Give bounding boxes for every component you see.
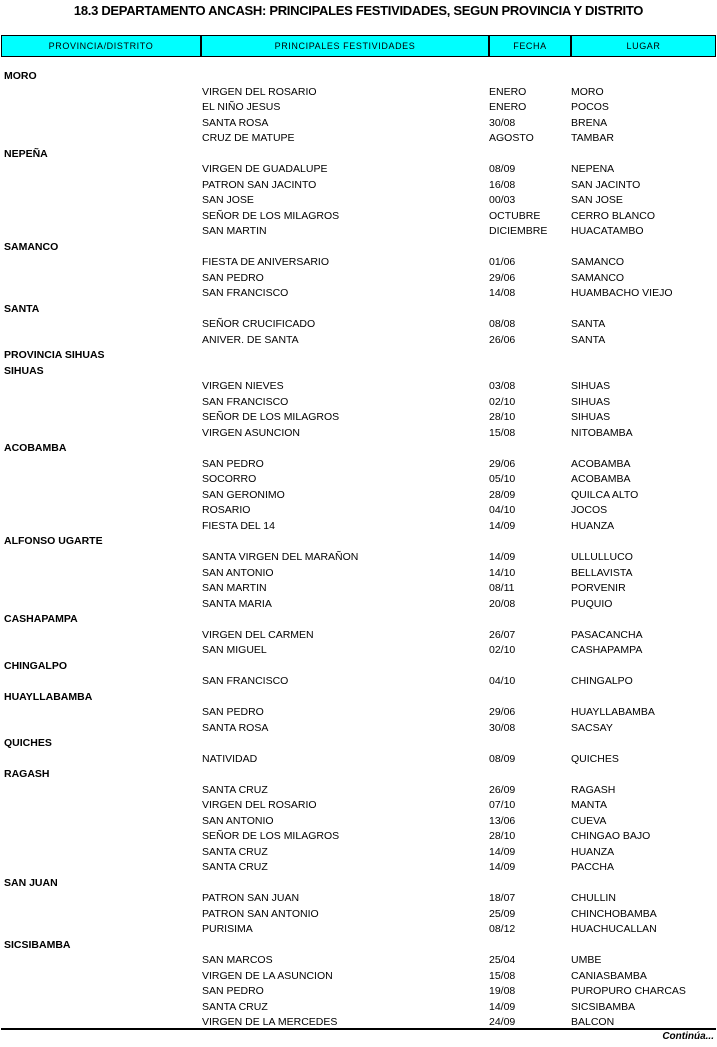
bottom-rule	[1, 1028, 716, 1030]
lugar-cell: NITOBAMBA	[571, 426, 633, 439]
header-provincia-distrito: PROVINCIA/DISTRITO	[48, 41, 154, 51]
fecha-cell: 28/10	[489, 830, 516, 843]
table-row	[0, 705, 717, 721]
fecha-cell: 25/09	[489, 907, 516, 920]
lugar-cell: UMBE	[571, 954, 602, 967]
fecha-cell: 07/10	[489, 799, 516, 812]
lugar-cell: MORO	[571, 85, 604, 98]
group-label: QUICHES	[4, 737, 52, 750]
table-row	[0, 209, 717, 225]
lugar-cell: SAN JACINTO	[571, 178, 641, 191]
festividad-cell: SAN PEDRO	[202, 271, 264, 284]
table-row	[0, 581, 717, 597]
fecha-cell: 14/09	[489, 519, 516, 532]
festividad-cell: VIRGEN DE LA MERCEDES	[202, 1016, 338, 1029]
table-row	[0, 426, 717, 442]
table-row	[0, 100, 717, 116]
fecha-cell: 14/09	[489, 1000, 516, 1013]
table-row	[0, 891, 717, 907]
festividad-cell: SANTA CRUZ	[202, 845, 268, 858]
fecha-cell: 18/07	[489, 892, 516, 905]
lugar-cell: SAMANCO	[571, 256, 625, 269]
fecha-cell: 16/08	[489, 178, 516, 191]
table-row	[0, 131, 717, 147]
fecha-cell: 02/10	[489, 644, 516, 657]
festividad-cell: NATIVIDAD	[202, 752, 258, 765]
fecha-cell: ENERO	[489, 101, 527, 114]
table-row	[0, 472, 717, 488]
table-row	[0, 566, 717, 582]
table-body	[0, 69, 717, 1031]
fecha-cell: 14/09	[489, 861, 516, 874]
festividad-cell: SAN PEDRO	[202, 706, 264, 719]
group-label: RAGASH	[4, 768, 50, 781]
lugar-cell: CUEVA	[571, 814, 607, 827]
fecha-cell: 24/09	[489, 1016, 516, 1029]
fecha-cell: 08/09	[489, 163, 516, 176]
fecha-cell: 25/04	[489, 954, 516, 967]
table-row	[0, 860, 717, 876]
table-row	[0, 550, 717, 566]
fecha-cell: 20/08	[489, 597, 516, 610]
festividad-cell: SAN PEDRO	[202, 457, 264, 470]
header-lugar: LUGAR	[570, 36, 715, 56]
fecha-cell: AGOSTO	[489, 132, 534, 145]
festividad-cell: VIRGEN DEL ROSARIO	[202, 85, 317, 98]
fecha-cell: 14/09	[489, 845, 516, 858]
fecha-cell: 14/10	[489, 566, 516, 579]
festividad-cell: SAN ANTONIO	[202, 814, 274, 827]
fecha-cell: 14/09	[489, 550, 516, 563]
group-label: SAN JUAN	[4, 876, 58, 889]
lugar-cell: BRENA	[571, 116, 608, 129]
fecha-cell: 29/06	[489, 271, 516, 284]
group-label: PROVINCIA SIHUAS	[4, 349, 105, 362]
group-label: SANTA	[4, 302, 40, 315]
lugar-cell: PORVENIR	[571, 582, 626, 595]
table-row	[0, 162, 717, 178]
lugar-cell: SANTA	[571, 318, 606, 331]
festividad-cell: FIESTA DEL 14	[202, 519, 275, 532]
fecha-cell: 03/08	[489, 380, 516, 393]
lugar-cell: ACOBAMBA	[571, 457, 631, 470]
lugar-cell: NEPENA	[571, 163, 615, 176]
festividad-cell: FIESTA DE ANIVERSARIO	[202, 256, 330, 269]
lugar-cell: PUQUIO	[571, 597, 613, 610]
group-label: HUAYLLABAMBA	[4, 690, 93, 703]
fecha-cell: 08/09	[489, 752, 516, 765]
festividad-cell: SAN FRANCISCO	[202, 395, 289, 408]
fecha-cell: 08/08	[489, 318, 516, 331]
festividad-cell: PURISIMA	[202, 923, 253, 936]
group-label: NEPEÑA	[4, 147, 48, 160]
continues-label: Continúa...	[662, 1031, 714, 1042]
lugar-cell: QUICHES	[571, 752, 619, 765]
table-row	[0, 628, 717, 644]
festividad-cell: SAN MARTIN	[202, 225, 267, 238]
fecha-cell: 28/10	[489, 411, 516, 424]
festividad-cell: SAN ANTONIO	[202, 566, 274, 579]
lugar-cell: ACOBAMBA	[571, 473, 631, 486]
festividad-cell: SAN FRANCISCO	[202, 287, 289, 300]
festividad-cell: SANTA VIRGEN DEL MARAÑON	[202, 550, 359, 563]
table-row	[0, 457, 717, 473]
lugar-cell: TAMBAR	[571, 132, 614, 145]
group-label: CHINGALPO	[4, 659, 67, 672]
fecha-cell: 30/08	[489, 721, 516, 734]
lugar-cell: MANTA	[571, 799, 607, 812]
table-row	[0, 503, 717, 519]
table-row	[0, 783, 717, 799]
header-fecha: FECHA	[488, 36, 570, 56]
lugar-cell: SICSIBAMBA	[571, 1000, 636, 1013]
group-label: CASHAPAMPA	[4, 613, 78, 626]
festividad-cell: SEÑOR DE LOS MILAGROS	[202, 411, 340, 424]
festividad-cell: SANTA CRUZ	[202, 783, 268, 796]
festividad-cell: SAN MARCOS	[202, 954, 273, 967]
festividad-cell: SEÑOR DE LOS MILAGROS	[202, 209, 340, 222]
lugar-cell: SACSAY	[571, 721, 613, 734]
fecha-cell: 26/09	[489, 783, 516, 796]
table-row	[0, 597, 717, 613]
festividad-cell: VIRGEN DE LA ASUNCION	[202, 969, 333, 982]
table-row	[0, 1000, 717, 1016]
table-row	[0, 814, 717, 830]
lugar-cell: SIHUAS	[571, 411, 611, 424]
festividad-cell: SANTA CRUZ	[202, 861, 268, 874]
festividad-cell: ANIVER. DE SANTA	[202, 333, 299, 346]
festividad-cell: SANTA ROSA	[202, 721, 269, 734]
festividad-cell: EL NIÑO JESUS	[202, 101, 281, 114]
festividad-cell: CRUZ DE MATUPE	[202, 132, 295, 145]
fecha-cell: 04/10	[489, 675, 516, 688]
table-row	[0, 178, 717, 194]
lugar-cell: CHULLIN	[571, 892, 616, 905]
lugar-cell: RAGASH	[571, 783, 616, 796]
fecha-cell: DICIEMBRE	[489, 225, 548, 238]
festividad-cell: SEÑOR CRUCIFICADO	[202, 318, 316, 331]
festividad-cell: SANTA CRUZ	[202, 1000, 268, 1013]
festividad-cell: SAN FRANCISCO	[202, 675, 289, 688]
festividad-cell: VIRGEN DEL CARMEN	[202, 628, 314, 641]
table-row	[0, 193, 717, 209]
table-row	[0, 721, 717, 737]
lugar-cell: PUROPURO CHARCAS	[571, 985, 686, 998]
table-row	[0, 333, 717, 349]
festividad-cell: VIRGEN DEL ROSARIO	[202, 799, 317, 812]
fecha-cell: 29/06	[489, 457, 516, 470]
table-row	[0, 798, 717, 814]
table-row	[0, 922, 717, 938]
fecha-cell: 26/07	[489, 628, 516, 641]
lugar-cell: HUAYLLABAMBA	[571, 706, 655, 719]
fecha-cell: 26/06	[489, 333, 516, 346]
header-principales-festividades: PRINCIPALES FESTIVIDADES	[200, 36, 488, 56]
festividad-cell: SAN MIGUEL	[202, 644, 267, 657]
lugar-cell: BELLAVISTA	[571, 566, 633, 579]
festividad-cell: SANTA MARIA	[202, 597, 272, 610]
festividad-cell: PATRON SAN JUAN	[202, 892, 300, 905]
lugar-cell: SIHUAS	[571, 395, 611, 408]
fecha-cell: 02/10	[489, 395, 516, 408]
table-row	[0, 752, 717, 768]
festividad-cell: VIRGEN DE GUADALUPE	[202, 163, 328, 176]
group-label: MORO	[4, 70, 37, 82]
fecha-cell: 28/09	[489, 488, 516, 501]
lugar-cell: HUANZA	[571, 519, 615, 532]
festividad-cell: VIRGEN ASUNCION	[202, 426, 301, 439]
lugar-cell: HUAMBACHO VIEJO	[571, 287, 673, 300]
festividad-cell: SANTA ROSA	[202, 116, 269, 129]
table-row	[0, 317, 717, 333]
festividad-cell: VIRGEN NIEVES	[202, 380, 284, 393]
table-row	[0, 488, 717, 504]
lugar-cell: CANIASBAMBA	[571, 969, 647, 982]
lugar-cell: CASHAPAMPA	[571, 644, 643, 657]
table-row	[0, 674, 717, 690]
lugar-cell: SANTA	[571, 333, 606, 346]
fecha-cell: 08/11	[489, 582, 515, 595]
lugar-cell: JOCOS	[571, 504, 608, 517]
page-title: 18.3 DEPARTAMENTO ANCASH: PRINCIPALES FESTIVIDADES, SEGUN PROVINCIA Y DISTRITO	[73, 3, 644, 18]
lugar-cell: SIHUAS	[571, 380, 611, 393]
table-row	[0, 271, 717, 287]
lugar-cell: QUILCA ALTO	[571, 488, 639, 501]
lugar-cell: POCOS	[571, 101, 609, 114]
table-row	[0, 410, 717, 426]
table-row	[0, 907, 717, 923]
table-row	[0, 255, 717, 271]
table-row	[0, 116, 717, 132]
table-header	[1, 35, 716, 57]
fecha-cell: 14/08	[489, 287, 516, 300]
table-row	[0, 379, 717, 395]
festividad-cell: SAN MARTIN	[202, 582, 267, 595]
table-row	[0, 395, 717, 411]
lugar-cell: CERRO BLANCO	[571, 209, 656, 222]
festividad-cell: SOCORRO	[202, 473, 257, 486]
fecha-cell: 13/06	[489, 814, 516, 827]
table-row	[0, 953, 717, 969]
fecha-cell: 08/12	[489, 923, 516, 936]
lugar-cell: PACCHA	[571, 861, 614, 874]
festividad-cell: SEÑOR DE LOS MILAGROS	[202, 830, 340, 843]
fecha-cell: 15/08	[489, 426, 516, 439]
table-row	[0, 984, 717, 1000]
lugar-cell: HUACATAMBO	[571, 225, 644, 238]
lugar-cell: CHINGALPO	[571, 675, 633, 688]
table-row	[0, 519, 717, 535]
fecha-cell: 30/08	[489, 116, 516, 129]
fecha-cell: 29/06	[489, 706, 516, 719]
table-row	[0, 643, 717, 659]
fecha-cell: 19/08	[489, 985, 516, 998]
lugar-cell: ULLULLUCO	[571, 550, 633, 563]
lugar-cell: HUANZA	[571, 845, 615, 858]
lugar-cell: SAN JOSE	[571, 194, 623, 207]
lugar-cell: CHINGAO BAJO	[571, 830, 651, 843]
lugar-cell: BALCON	[571, 1016, 615, 1029]
fecha-cell: 00/03	[489, 194, 516, 207]
lugar-cell: PASACANCHA	[571, 628, 643, 641]
table-row	[0, 224, 717, 240]
fecha-cell: ENERO	[489, 85, 527, 98]
table-row	[0, 829, 717, 845]
table-row	[0, 286, 717, 302]
fecha-cell: 04/10	[489, 504, 516, 517]
group-label: ACOBAMBA	[4, 442, 67, 455]
festividad-cell: SAN GERONIMO	[202, 488, 285, 501]
festividad-cell: SAN JOSE	[202, 194, 254, 207]
table-row	[0, 845, 717, 861]
fecha-cell: 15/08	[489, 969, 516, 982]
festividad-cell: ROSARIO	[202, 504, 251, 517]
fecha-cell: 01/06	[489, 256, 516, 269]
lugar-cell: SAMANCO	[571, 271, 625, 284]
group-label: SICSIBAMBA	[4, 938, 71, 951]
fecha-cell: OCTUBRE	[489, 209, 541, 222]
festividad-cell: PATRON SAN ANTONIO	[202, 907, 319, 920]
group-label: SIHUAS	[4, 364, 44, 377]
festividad-cell: PATRON SAN JACINTO	[202, 178, 317, 191]
table-row	[0, 85, 717, 101]
festividad-cell: SAN PEDRO	[202, 985, 264, 998]
fecha-cell: 05/10	[489, 473, 516, 486]
group-label: ALFONSO UGARTE	[4, 535, 103, 548]
lugar-cell: HUACHUCALLAN	[571, 923, 657, 936]
lugar-cell: CHINCHOBAMBA	[571, 907, 657, 920]
table-row	[0, 969, 717, 985]
group-label: SAMANCO	[4, 240, 59, 253]
